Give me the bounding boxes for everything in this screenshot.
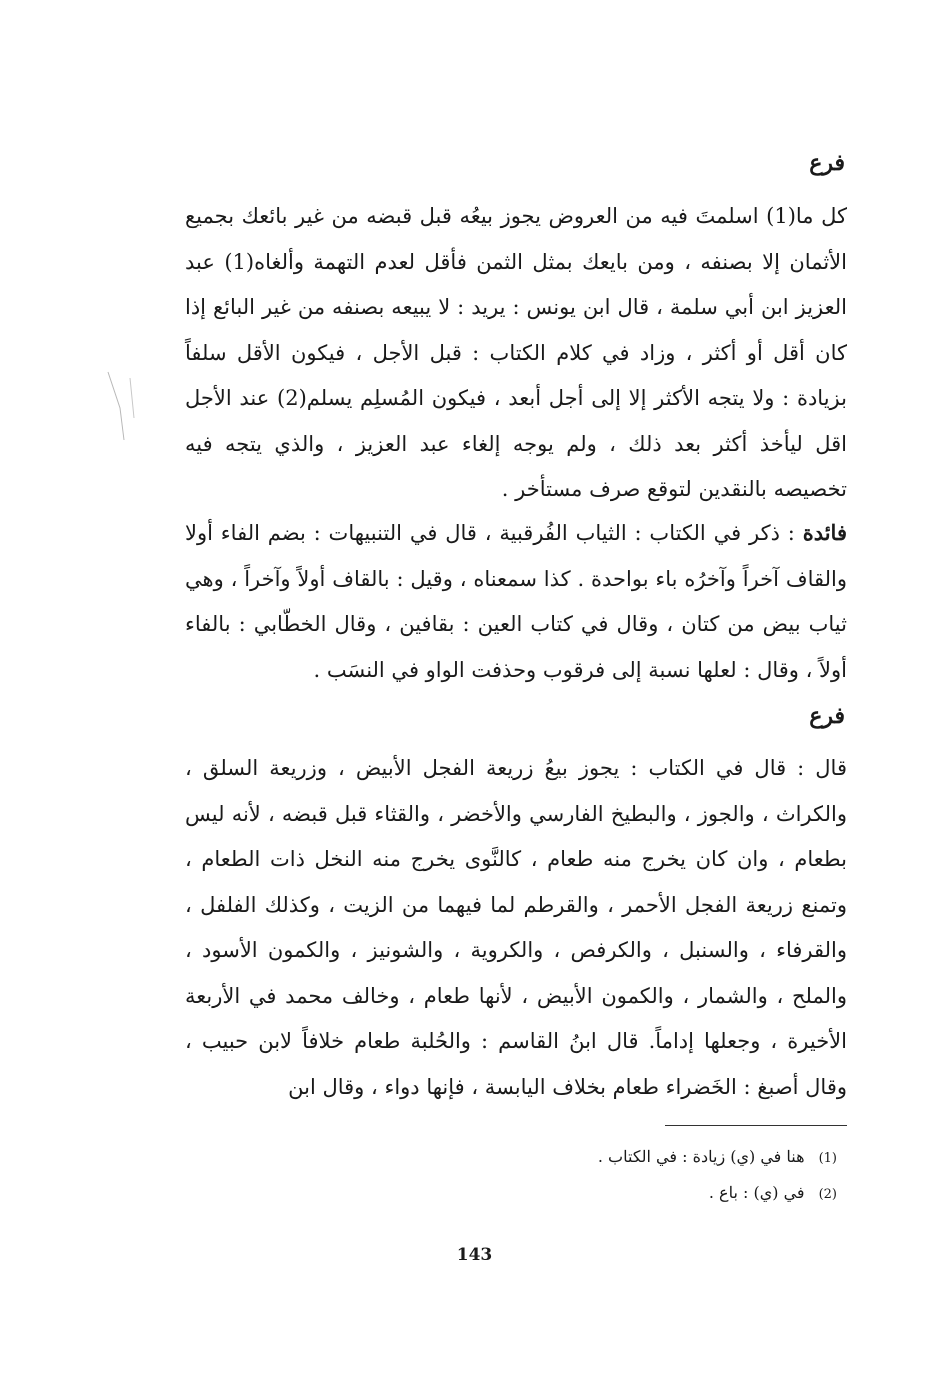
paragraph-3-text: قال : قال في الكتاب : يجوز بيعُ زريعة الفجل الأبيض ، وزريعة السلق ، والكراث ، والجوز ، والبطيخ الفارسي والأخضر ، والقثاء قبل قبضه ، لأنه ليس بطعام ، وان كان يخرج منه طعام ، كالنَّوى يخرج منه النخل ذات الطعام ، وتمنع زريعة الفجل الأحمر ، والقرطم لما فيهما من الزيت ، وكذلك الفلفل ، والقرفاء ، والسنبل ، والكرفص ، والكروية ، والشونيز ، والكمون الأسود ، والملح ، والشمار ، والكمون الأبيض ، لأنها طعام ، وخالف محمد في الأربعة الأخيرة ، وجعلها إداماً. قال ابنُ القاسم : والحُلبة طعام خلافاً لابن حبيب ، وقال أصبغ : الخَضراء طعام بخلاف اليابسة ، فإنها دواء ، وقال ابن — [185, 756, 847, 1099]
footnotes — [598, 1140, 837, 1212]
section-heading-first: فرع — [809, 150, 845, 176]
page-number: 143 — [456, 1245, 493, 1265]
footnote-divider — [665, 1125, 847, 1126]
footnote-1-number: (1) — [818, 1151, 837, 1166]
section-heading-second: فرع — [809, 703, 845, 729]
footnote-2 — [598, 1176, 837, 1212]
paragraph-2 — [185, 510, 847, 693]
faida-label: فائدة — [802, 520, 847, 545]
footnote-1-text: هنا في (ي) زيادة : في الكتاب . — [597, 1147, 805, 1166]
paragraph-1-text: كل ما(1) اسلمتَ فيه من العروض يجوز بيعُه قبل قبضه من غير بائعك بجميع الأثمان إلا بصنفه ، ومن بايعك بمثل الثمن فأقل لعدم التهمة وألغاه(1) عبد العزيز ابن أبي سلمة ، قال ابن يونس : يريد : لا يبيعه بصنفه من غير البائع إذا كان أقل أو أكثر ، وزاد في كلام الكتاب : قبل الأجل ، فيكون الأقل سلفاً بزيادة : ولا يتجه الأكثر إلا إلى أجل أبعد ، فيكون المُسلِم يسلم(2) عند الأجل اقل ليأخذ أكثر بعد ذلك ، ولم يوجه إلغاء عبد العزيز ، والذي يتجه فيه تخصيصه بالنقدين لتوقع صرف مستأخر . — [185, 204, 847, 501]
paragraph-2-text: : ذكر في الكتاب : الثياب الفُرقبية ، قال في التنبيهات : بضم الفاء أولا والقاف آخراً وآخرُه باء بواحدة . كذا سمعناه ، وقيل : بالقاف أولاً وآخراً ، وهي ثياب بيض من كتان ، وقال في كتاب العين : بقافين ، وقال الخطّابي : بالفاء أولاً ، وقال : لعلها نسبة إلى فرقوب وحذفت الواو في النسَب . — [185, 521, 847, 682]
footnote-2-number: (2) — [818, 1187, 837, 1202]
footnote-1 — [598, 1140, 837, 1176]
margin-pencil-mark — [100, 368, 140, 448]
paragraph-3 — [185, 746, 847, 1110]
paragraph-1 — [185, 194, 847, 513]
footnote-2-text: في (ي) : باع . — [708, 1183, 805, 1202]
